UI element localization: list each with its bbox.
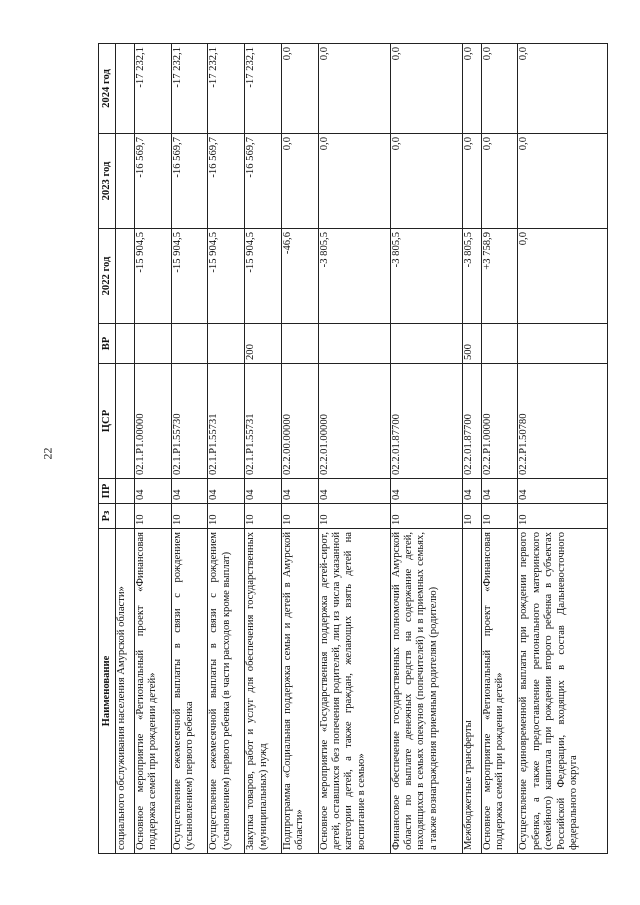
- cell-vr: [390, 324, 462, 364]
- cell-y2023: -16 569,7: [208, 134, 245, 229]
- header-name: Наименование: [99, 529, 116, 854]
- budget-table: [98, 43, 608, 854]
- cell-pr: 04: [281, 479, 318, 504]
- cell-y2024: 0,0: [462, 44, 481, 134]
- header-csr: ЦСР: [99, 364, 116, 479]
- cell-csr: 02.1.P1.55730: [171, 364, 208, 479]
- cell-y2023: [116, 134, 135, 229]
- cell-rz: 10: [462, 504, 481, 529]
- cell-rz: 10: [281, 504, 318, 529]
- cell-rz: [116, 504, 135, 529]
- cell-rz: 10: [208, 504, 245, 529]
- cell-rz: 10: [518, 504, 608, 529]
- cell-y2024: 0,0: [281, 44, 318, 134]
- cell-y2024: -17 232,1: [245, 44, 282, 134]
- cell-pr: 04: [208, 479, 245, 504]
- cell-csr: 02.1.P1.55731: [245, 364, 282, 479]
- cell-csr: 02.2.00.00000: [281, 364, 318, 479]
- cell-y2024: 0,0: [481, 44, 518, 134]
- cell-vr: [481, 324, 518, 364]
- cell-vr: [135, 324, 172, 364]
- cell-name: Финансовое обеспечение государственных полномочий Амурской области по выплате денежных средств на содержание детей, находящихся в семьях опекунов (попечителей) и в приемных семьях, а также вознаграждения приемным родителям (родителю): [390, 529, 462, 854]
- cell-y2022: 0,0: [518, 229, 608, 324]
- cell-y2023: 0,0: [318, 134, 390, 229]
- cell-csr: 02.2.P1.50780: [518, 364, 608, 479]
- cell-y2022: -15 904,5: [135, 229, 172, 324]
- cell-y2024: -17 232,1: [135, 44, 172, 134]
- cell-y2023: 0,0: [462, 134, 481, 229]
- header-pr: ПР: [99, 479, 116, 504]
- cell-y2024: -17 232,1: [171, 44, 208, 134]
- cell-csr: 02.1.P1.00000: [135, 364, 172, 479]
- cell-y2022: -46,6: [281, 229, 318, 324]
- cell-y2024: 0,0: [318, 44, 390, 134]
- header-rz: Рз: [99, 504, 116, 529]
- table-row: [281, 44, 318, 854]
- cell-name: Подпрограмма «Социальная поддержка семьи и детей в Амурской области»: [281, 529, 318, 854]
- cell-csr: [116, 364, 135, 479]
- cell-vr: [208, 324, 245, 364]
- cell-y2022: -3 805,5: [462, 229, 481, 324]
- cell-vr: [318, 324, 390, 364]
- cell-pr: 04: [481, 479, 518, 504]
- cell-vr: [116, 324, 135, 364]
- cell-y2023: -16 569,7: [171, 134, 208, 229]
- cell-y2022: [116, 229, 135, 324]
- cell-name: социального обслуживания населения Амурской области»: [116, 529, 135, 854]
- cell-rz: 10: [245, 504, 282, 529]
- cell-csr: 02.2.01.00000: [318, 364, 390, 479]
- table-row: [208, 44, 245, 854]
- cell-rz: 10: [135, 504, 172, 529]
- cell-vr: [281, 324, 318, 364]
- table-row: [462, 44, 481, 854]
- cell-y2024: -17 232,1: [208, 44, 245, 134]
- cell-y2023: 0,0: [518, 134, 608, 229]
- cell-vr: 200: [245, 324, 282, 364]
- cell-y2023: -16 569,7: [245, 134, 282, 229]
- cell-name: Осуществление ежемесячной выплаты в связи с рождением (усыновлением) первого ребенка: [171, 529, 208, 854]
- cell-y2022: -15 904,5: [171, 229, 208, 324]
- cell-name: Закупка товаров, работ и услуг для обеспечения государственных (муниципальных) нужд: [245, 529, 282, 854]
- cell-y2023: 0,0: [281, 134, 318, 229]
- cell-y2023: 0,0: [481, 134, 518, 229]
- cell-y2024: [116, 44, 135, 134]
- cell-csr: 02.2.01.87700: [462, 364, 481, 479]
- table-row: [318, 44, 390, 854]
- cell-rz: 10: [171, 504, 208, 529]
- cell-pr: 04: [171, 479, 208, 504]
- cell-name: Основное мероприятие «Государственная поддержка детей-сирот, детей, оставшихся без попечения родителей, лиц из числа указанной категории детей, а также граждан, желающих взять детей на воспитание в семью»: [318, 529, 390, 854]
- page-number: 22: [40, 447, 55, 460]
- cell-rz: 10: [481, 504, 518, 529]
- cell-csr: 02.1.P1.55731: [208, 364, 245, 479]
- cell-pr: 04: [390, 479, 462, 504]
- cell-csr: 02.2.01.87700: [390, 364, 462, 479]
- cell-y2022: -3 805,5: [390, 229, 462, 324]
- cell-y2022: -15 904,5: [208, 229, 245, 324]
- cell-y2022: -15 904,5: [245, 229, 282, 324]
- header-2022: 2022 год: [99, 229, 116, 324]
- rotated-page-content: [98, 44, 608, 854]
- cell-y2022: +3 758,9: [481, 229, 518, 324]
- cell-vr: [518, 324, 608, 364]
- cell-pr: [116, 479, 135, 504]
- cell-name: Основное мероприятие «Региональный проект «Финансовая поддержка семей при рождении детей»: [135, 529, 172, 854]
- cell-vr: [171, 324, 208, 364]
- table-row: [135, 44, 172, 854]
- table-row: [481, 44, 518, 854]
- table-row: [390, 44, 462, 854]
- cell-pr: 04: [245, 479, 282, 504]
- table-header-row: [99, 44, 116, 854]
- cell-pr: 04: [462, 479, 481, 504]
- cell-name: Основное мероприятие «Региональный проект «Финансовая поддержка семей при рождении детей»: [481, 529, 518, 854]
- cell-name: Межбюджетные трансферты: [462, 529, 481, 854]
- cell-vr: 500: [462, 324, 481, 364]
- header-2023: 2023 год: [99, 134, 116, 229]
- cell-y2023: -16 569,7: [135, 134, 172, 229]
- cell-pr: 04: [135, 479, 172, 504]
- cell-rz: 10: [318, 504, 390, 529]
- cell-pr: 04: [518, 479, 608, 504]
- cell-csr: 02.2.P1.00000: [481, 364, 518, 479]
- table-row: [245, 44, 282, 854]
- cell-name: Осуществление единовременной выплаты при рождении первого ребенка, а также предоставление регионального материнского (семейного) капитала при рождении второго ребенка в субъектах Российской Федерации, входящих в состав Дальневосточного федерального округа: [518, 529, 608, 854]
- header-vr: ВР: [99, 324, 116, 364]
- table-row: [518, 44, 608, 854]
- cell-y2024: 0,0: [518, 44, 608, 134]
- cell-rz: 10: [390, 504, 462, 529]
- cell-name: Осуществление ежемесячной выплаты в связи с рождением (усыновлением) первого ребенка (в части расходов кроме выплат): [208, 529, 245, 854]
- cell-y2023: 0,0: [390, 134, 462, 229]
- header-2024: 2024 год: [99, 44, 116, 134]
- table-row: [171, 44, 208, 854]
- cell-y2024: 0,0: [390, 44, 462, 134]
- table-row: [116, 44, 135, 854]
- cell-pr: 04: [318, 479, 390, 504]
- cell-y2022: -3 805,5: [318, 229, 390, 324]
